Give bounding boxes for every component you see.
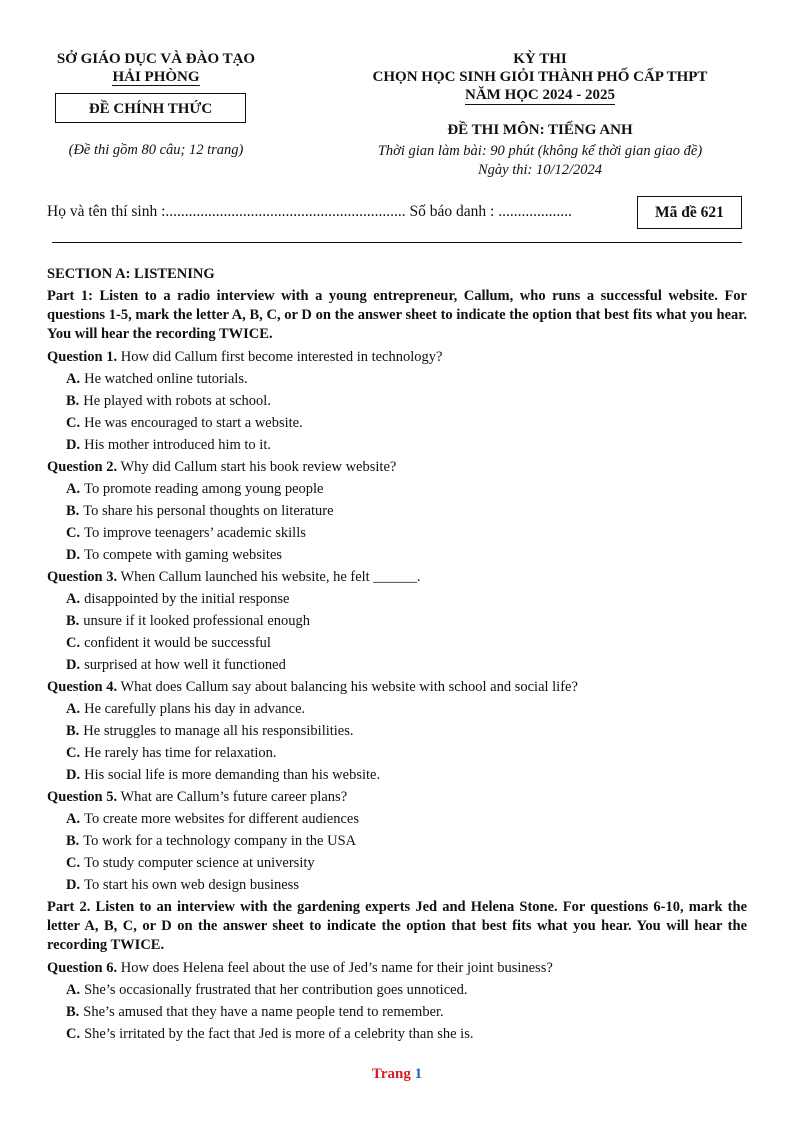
- exam-content: [47, 263, 747, 1045]
- option-text: To share his personal thoughts on literature: [83, 503, 334, 519]
- question-4: [47, 676, 747, 698]
- page-footer: [0, 1066, 794, 1083]
- option-letter: D.: [66, 437, 81, 453]
- candidate-name-field: Họ và tên thí sinh :..............................................................: [47, 203, 406, 220]
- part1-instructions: Part 1: Listen to a radio interview with a young entrepreneur, Callum, who runs a successful website. For questions 1-5, mark the letter A, B, C, or D on the answer sheet to indicate the option that best fits what you hear. You will hear the recording TWICE.: [47, 288, 747, 342]
- option-letter: B.: [66, 393, 80, 409]
- answer-option: [66, 478, 747, 500]
- answer-option: [66, 874, 747, 896]
- part2-instructions: Part 2. Listen to an interview with the gardening experts Jed and Helena Stone. For questions 6-10, mark the letter A, B, C, or D on the answer sheet to indicate the option that best fits what you hear. You will hear the recording TWICE.: [47, 899, 747, 953]
- option-text: His social life is more demanding than his website.: [84, 767, 381, 783]
- option-text: She’s irritated by the fact that Jed is more of a celebrity than she is.: [84, 1026, 474, 1042]
- option-letter: C.: [66, 415, 81, 431]
- option-letter: B.: [66, 833, 80, 849]
- option-text: disappointed by the initial response: [84, 591, 290, 607]
- option-text: To work for a technology company in the USA: [83, 833, 357, 849]
- exam-code-box: Mã đề 621: [637, 196, 742, 229]
- answer-option: [66, 434, 747, 456]
- page-word: Trang: [371, 1066, 411, 1082]
- section-title: SECTION A: LISTENING: [47, 266, 215, 282]
- option-letter: C.: [66, 745, 81, 761]
- question-2: [47, 456, 747, 478]
- answer-option: [66, 544, 747, 566]
- exam-subject: ĐỀ THI MÔN: TIẾNG ANH: [447, 122, 633, 138]
- question-6: [47, 957, 747, 979]
- option-letter: D.: [66, 767, 81, 783]
- answer-option: [66, 830, 747, 852]
- option-letter: B.: [66, 613, 80, 629]
- answer-option: [66, 808, 747, 830]
- answer-option: [66, 500, 747, 522]
- option-letter: A.: [66, 371, 81, 387]
- answer-option: [66, 1001, 747, 1023]
- exam-date: Ngày thi: 10/12/2024: [477, 162, 603, 178]
- question-text: How does Helena feel about the use of Jed’s name for their joint business?: [120, 960, 553, 976]
- option-text: To improve teenagers’ academic skills: [84, 525, 306, 541]
- option-letter: A.: [66, 811, 81, 827]
- page-number: 1: [414, 1066, 423, 1082]
- candidate-number-field: Số báo danh : ...................: [409, 203, 572, 220]
- option-letter: C.: [66, 855, 81, 871]
- answer-option: [66, 720, 747, 742]
- option-letter: B.: [66, 503, 80, 519]
- answer-option: [66, 588, 747, 610]
- question-label: Question 3.: [47, 569, 118, 585]
- answer-option: [66, 979, 747, 1001]
- answer-option: [66, 412, 747, 434]
- option-text: He rarely has time for relaxation.: [84, 745, 277, 761]
- option-letter: C.: [66, 1026, 81, 1042]
- header-divider: [52, 242, 742, 243]
- option-letter: A.: [66, 591, 81, 607]
- answer-option: [66, 698, 747, 720]
- question-text: What does Callum say about balancing his website with school and social life?: [120, 679, 578, 695]
- option-text: To study computer science at university: [84, 855, 315, 871]
- option-text: unsure if it looked professional enough: [83, 613, 311, 629]
- answer-option: [66, 610, 747, 632]
- answer-option: [66, 522, 747, 544]
- question-5: [47, 786, 747, 808]
- option-text: To create more websites for different audiences: [84, 811, 360, 827]
- answer-option: [66, 1023, 747, 1045]
- option-letter: C.: [66, 525, 81, 541]
- option-text: To promote reading among young people: [84, 481, 324, 497]
- exam-name: CHỌN HỌC SINH GIỎI THÀNH PHỐ CẤP THPT: [372, 69, 708, 85]
- city-name: HẢI PHÒNG: [112, 69, 200, 85]
- answer-option: [66, 632, 747, 654]
- answer-option: [66, 368, 747, 390]
- option-letter: D.: [66, 877, 81, 893]
- exam-title: KỲ THI: [513, 51, 567, 67]
- option-text: confident it would be successful: [84, 635, 271, 651]
- question-label: Question 6.: [47, 960, 118, 976]
- question-3: [47, 566, 747, 588]
- option-text: To start his own web design business: [84, 877, 299, 893]
- question-label: Question 2.: [47, 459, 118, 475]
- official-exam-box: ĐỀ CHÍNH THỨC: [55, 93, 246, 123]
- school-year: NĂM HỌC 2024 - 2025: [465, 87, 615, 103]
- exam-header: [330, 50, 750, 105]
- option-letter: D.: [66, 547, 81, 563]
- option-text: He was encouraged to start a website.: [84, 415, 303, 431]
- answer-option: [66, 654, 747, 676]
- answer-option: [66, 764, 747, 786]
- part2-questions: [47, 957, 747, 1045]
- option-letter: B.: [66, 1004, 80, 1020]
- answer-option: [66, 742, 747, 764]
- option-letter: A.: [66, 982, 81, 998]
- option-letter: D.: [66, 657, 81, 673]
- department-name: SỞ GIÁO DỤC VÀ ĐÀO TẠO: [56, 51, 256, 67]
- question-text: How did Callum first become interested in technology?: [120, 349, 443, 365]
- option-letter: A.: [66, 481, 81, 497]
- option-text: She’s occasionally frustrated that her contribution goes unnoticed.: [84, 982, 468, 998]
- question-label: Question 4.: [47, 679, 118, 695]
- candidate-info-line: [47, 203, 572, 221]
- answer-option: [66, 390, 747, 412]
- question-label: Question 1.: [47, 349, 118, 365]
- answer-option: [66, 852, 747, 874]
- option-text: He watched online tutorials.: [84, 371, 248, 387]
- option-text: He carefully plans his day in advance.: [84, 701, 306, 717]
- option-text: He struggles to manage all his responsibilities.: [83, 723, 354, 739]
- question-1: [47, 346, 747, 368]
- page-count-note: (Đề thi gồm 80 câu; 12 trang): [68, 142, 244, 158]
- option-text: surprised at how well it functioned: [84, 657, 286, 673]
- part1-questions: [47, 346, 747, 896]
- option-text: He played with robots at school.: [83, 393, 271, 409]
- question-text: What are Callum’s future career plans?: [120, 789, 348, 805]
- question-label: Question 5.: [47, 789, 118, 805]
- exam-time-info: [330, 142, 750, 180]
- option-letter: B.: [66, 723, 80, 739]
- option-text: She’s amused that they have a name people tend to remember.: [83, 1004, 444, 1020]
- option-letter: C.: [66, 635, 81, 651]
- option-letter: A.: [66, 701, 81, 717]
- exam-duration: Thời gian làm bài: 90 phút (không kể thời gian giao đề): [377, 143, 703, 159]
- question-text: When Callum launched his website, he felt ______.: [120, 569, 421, 585]
- option-text: To compete with gaming websites: [84, 547, 283, 563]
- option-text: His mother introduced him to it.: [84, 437, 271, 453]
- question-text: Why did Callum start his book review website?: [120, 459, 397, 475]
- department-header: [40, 50, 272, 86]
